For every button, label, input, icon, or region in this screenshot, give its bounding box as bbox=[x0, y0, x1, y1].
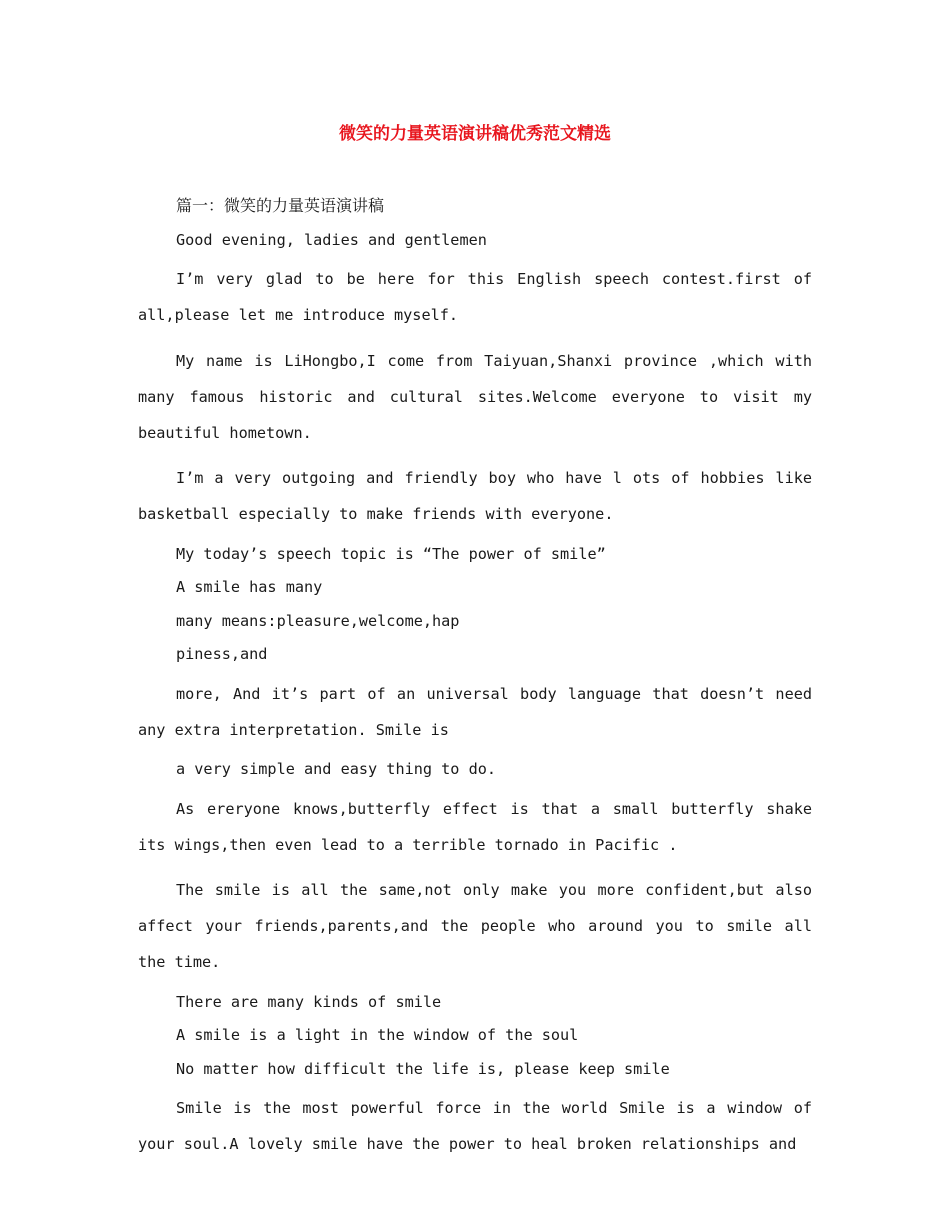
document-title: 微笑的力量英语演讲稿优秀范文精选 bbox=[339, 124, 611, 144]
section-heading: 篇一：微笑的力量英语演讲稿 bbox=[176, 196, 385, 215]
paragraph: Good evening, ladies and gentlemen bbox=[176, 230, 487, 249]
paragraph: piness,and bbox=[176, 645, 268, 663]
paragraph: A smile has many bbox=[176, 578, 323, 596]
paragraph: Smile is the most powerful force in the world Smile is a window of your soul.A lovely smile have the power to heal broken relationships and bbox=[138, 1099, 812, 1153]
paragraph: No matter how difficult the life is, please keep smile bbox=[176, 1059, 670, 1078]
paragraph: many means:pleasure,welcome,hap bbox=[176, 611, 460, 630]
paragraph: a very simple and easy thing to do. bbox=[176, 760, 497, 778]
paragraph: As ereryone knows,butterfly effect is that a small butterfly shake its wings,then even lead to a terrible tornado in Pacific . bbox=[138, 799, 812, 854]
document-body bbox=[138, 194, 812, 1172]
paragraph: A smile is a light in the window of the soul bbox=[176, 1026, 579, 1044]
paragraph: My name is LiHongbo,I come from Taiyuan,Shanxi province ,which with many famous historic and cultural sites.Welcome everyone to visit my beautiful hometown. bbox=[138, 351, 812, 442]
paragraph: There are many kinds of smile bbox=[176, 992, 442, 1011]
paragraph: My today’s speech topic is “The power of smile” bbox=[176, 544, 606, 563]
paragraph: I’m very glad to be here for this English speech contest.first of all,please let me introduce myself. bbox=[138, 270, 812, 324]
paragraph: more, And it’s part of an universal body language that doesn’t need any extra interpretation. Smile is bbox=[138, 684, 812, 739]
paragraph: The smile is all the same,not only make you more confident,but also affect your friends,parents,and the people who around you to smile all the time. bbox=[138, 881, 812, 971]
paragraph: I’m a very outgoing and friendly boy who have l ots of hobbies like basketball especially to make friends with everyone. bbox=[138, 469, 812, 523]
